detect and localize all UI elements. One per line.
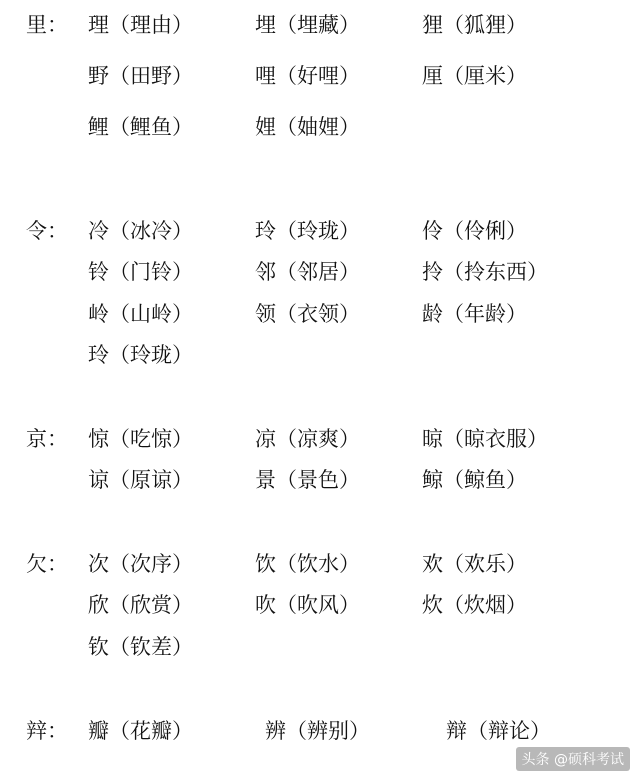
word-entry: 埋（埋藏） xyxy=(255,13,360,37)
word-entry: 钦（钦差） xyxy=(88,635,193,659)
word-entry: 欣（欣赏） xyxy=(88,593,193,617)
word-entry: 辨（辨别） xyxy=(265,719,370,743)
word-entry: 伶（伶俐） xyxy=(422,219,527,243)
word-entry: 拎（拎东西） xyxy=(422,260,548,284)
watermark-label: 头条 @硕科考试 xyxy=(516,747,630,771)
word-entry: 次（次序） xyxy=(88,552,193,576)
word-entry: 晾（晾衣服） xyxy=(422,427,548,451)
word-entry: 铃（门铃） xyxy=(88,260,193,284)
word-entry: 饮（饮水） xyxy=(255,552,360,576)
word-entry: 景（景色） xyxy=(255,468,360,492)
word-entry: 娌（妯娌） xyxy=(255,115,360,139)
word-entry: 哩（好哩） xyxy=(255,64,360,88)
word-entry: 鲤（鲤鱼） xyxy=(88,115,193,139)
word-entry: 狸（狐狸） xyxy=(422,13,527,37)
word-entry: 领（衣领） xyxy=(255,302,360,326)
word-entry: 瓣（花瓣） xyxy=(88,719,193,743)
word-entry: 理（理由） xyxy=(88,13,193,37)
word-entry: 龄（年龄） xyxy=(422,302,527,326)
word-entry: 邻（邻居） xyxy=(255,260,360,284)
word-entry: 厘（厘米） xyxy=(422,64,527,88)
radical-li: 里： xyxy=(26,13,68,37)
radical-bian: 辡： xyxy=(26,719,68,743)
word-entry: 惊（吃惊） xyxy=(88,427,193,451)
radical-ling: 令： xyxy=(26,219,68,243)
word-entry: 欢（欢乐） xyxy=(422,552,527,576)
word-entry: 玲（玲珑） xyxy=(255,219,360,243)
word-entry: 冷（冰冷） xyxy=(88,219,193,243)
word-entry: 吹（吹风） xyxy=(255,593,360,617)
word-entry: 炊（炊烟） xyxy=(422,593,527,617)
radical-jing: 京： xyxy=(26,427,68,451)
word-entry: 玲（玲珑） xyxy=(88,343,193,367)
word-entry: 野（田野） xyxy=(88,64,193,88)
word-entry: 辩（辩论） xyxy=(446,719,551,743)
word-entry: 凉（凉爽） xyxy=(255,427,360,451)
word-entry: 谅（原谅） xyxy=(88,468,193,492)
radical-qian: 欠： xyxy=(26,552,68,576)
word-entry: 鲸（鲸鱼） xyxy=(422,468,527,492)
word-entry: 岭（山岭） xyxy=(88,302,193,326)
